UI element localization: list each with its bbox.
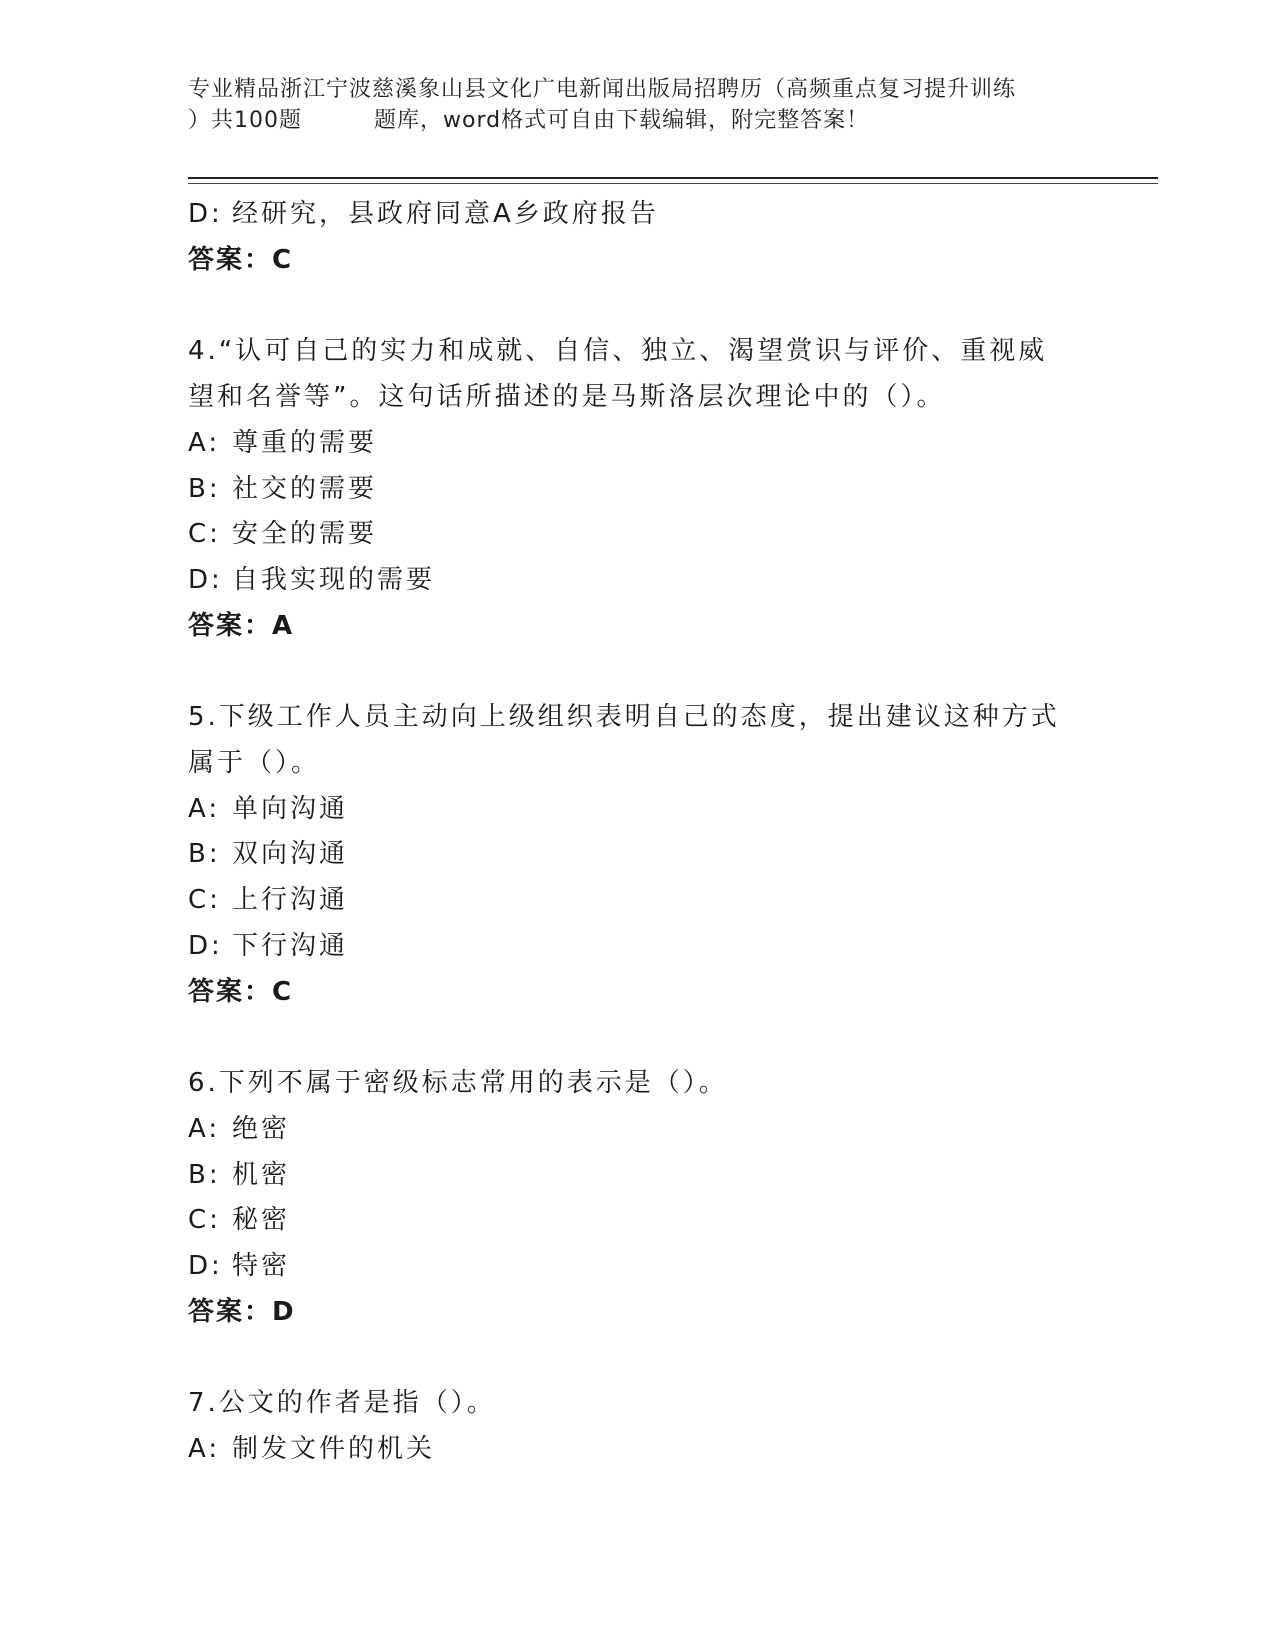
option-c xyxy=(188,878,1088,924)
option-text: 自我实现的需要 xyxy=(232,564,436,595)
option-text: 尊重的需要 xyxy=(232,427,378,458)
option-a xyxy=(188,1427,1088,1473)
option-text: 绝密 xyxy=(232,1113,291,1144)
option-c xyxy=(188,512,1088,558)
header-divider-thin xyxy=(188,183,1158,184)
question-stem: 6.下列不属于密级标志常用的表示是（）。 xyxy=(188,1068,728,1099)
header-divider-thick xyxy=(188,177,1158,179)
question-stem: 5.下级工作人员主动向上级组织表明自己的态度，提出建议这种方式 xyxy=(188,702,1060,733)
option-letter: A: xyxy=(188,793,221,824)
option-text: 制发文件的机关 xyxy=(232,1434,436,1465)
answer-line: 答案：C xyxy=(188,244,294,275)
option-d xyxy=(188,558,1088,604)
option-text: 单向沟通 xyxy=(232,793,349,824)
question-list xyxy=(188,192,1088,1473)
question-3 xyxy=(188,192,1088,283)
option-letter: B: xyxy=(188,839,221,870)
option-letter: A: xyxy=(188,427,221,458)
option-text: 上行沟通 xyxy=(232,885,349,916)
option-b xyxy=(188,1153,1088,1199)
option-text: 安全的需要 xyxy=(232,519,378,550)
option-b xyxy=(188,832,1088,878)
question-7 xyxy=(188,1381,1088,1472)
question-spacer xyxy=(188,1015,1088,1061)
header-count: ）共100题 xyxy=(188,108,302,133)
option-text: 机密 xyxy=(232,1159,291,1190)
question-spacer xyxy=(188,1335,1088,1381)
option-d xyxy=(188,924,1088,970)
question-4 xyxy=(188,329,1088,649)
option-letter: C: xyxy=(188,1205,221,1236)
answer-line: 答案：C xyxy=(188,976,294,1007)
option-letter: B: xyxy=(188,1159,221,1190)
header-title-line-1: 专业精品浙江宁波慈溪象山县文化广电新闻出版局招聘历（高频重点复习提升训练 xyxy=(188,77,1017,102)
option-letter: D: xyxy=(188,930,223,961)
page-header xyxy=(188,74,1088,136)
option-d xyxy=(188,1244,1088,1290)
question-stem: 7.公文的作者是指（）。 xyxy=(188,1388,496,1419)
option-letter: A: xyxy=(188,1434,221,1465)
question-stem-continued: 属于（）。 xyxy=(188,748,321,779)
option-text: 下行沟通 xyxy=(232,930,349,961)
option-letter: A: xyxy=(188,1113,221,1144)
option-letter: D: xyxy=(188,199,223,229)
question-spacer xyxy=(188,283,1088,329)
header-note: 题库，word格式可自由下载编辑，附完整答案！ xyxy=(374,108,870,133)
option-c xyxy=(188,1198,1088,1244)
option-letter: C: xyxy=(188,885,221,916)
option-text: 双向沟通 xyxy=(232,839,349,870)
option-letter: C: xyxy=(188,519,221,550)
option-letter: B: xyxy=(188,473,221,504)
question-stem-continued: 望和名誉等”。这句话所描述的是马斯洛层次理论中的（）。 xyxy=(188,382,946,413)
question-6 xyxy=(188,1061,1088,1335)
option-letter: D: xyxy=(188,1251,223,1282)
header-title-line-2 xyxy=(188,105,1088,136)
option-a xyxy=(188,421,1088,467)
question-spacer xyxy=(188,649,1088,695)
option-text: 特密 xyxy=(232,1251,291,1282)
option-b xyxy=(188,467,1088,513)
question-5 xyxy=(188,695,1088,1015)
answer-line: 答案：A xyxy=(188,610,295,641)
option-d xyxy=(188,192,1088,238)
option-text: 秘密 xyxy=(232,1205,291,1236)
answer-line: 答案：D xyxy=(188,1296,296,1327)
question-stem: 4.“认可自己的实力和成就、自信、独立、渴望赏识与评价、重视威 xyxy=(188,336,1048,367)
option-text: 经研究，县政府同意A乡政府报告 xyxy=(232,199,659,229)
option-text: 社交的需要 xyxy=(232,473,378,504)
option-letter: D: xyxy=(188,564,223,595)
option-a xyxy=(188,1107,1088,1153)
option-a xyxy=(188,787,1088,833)
